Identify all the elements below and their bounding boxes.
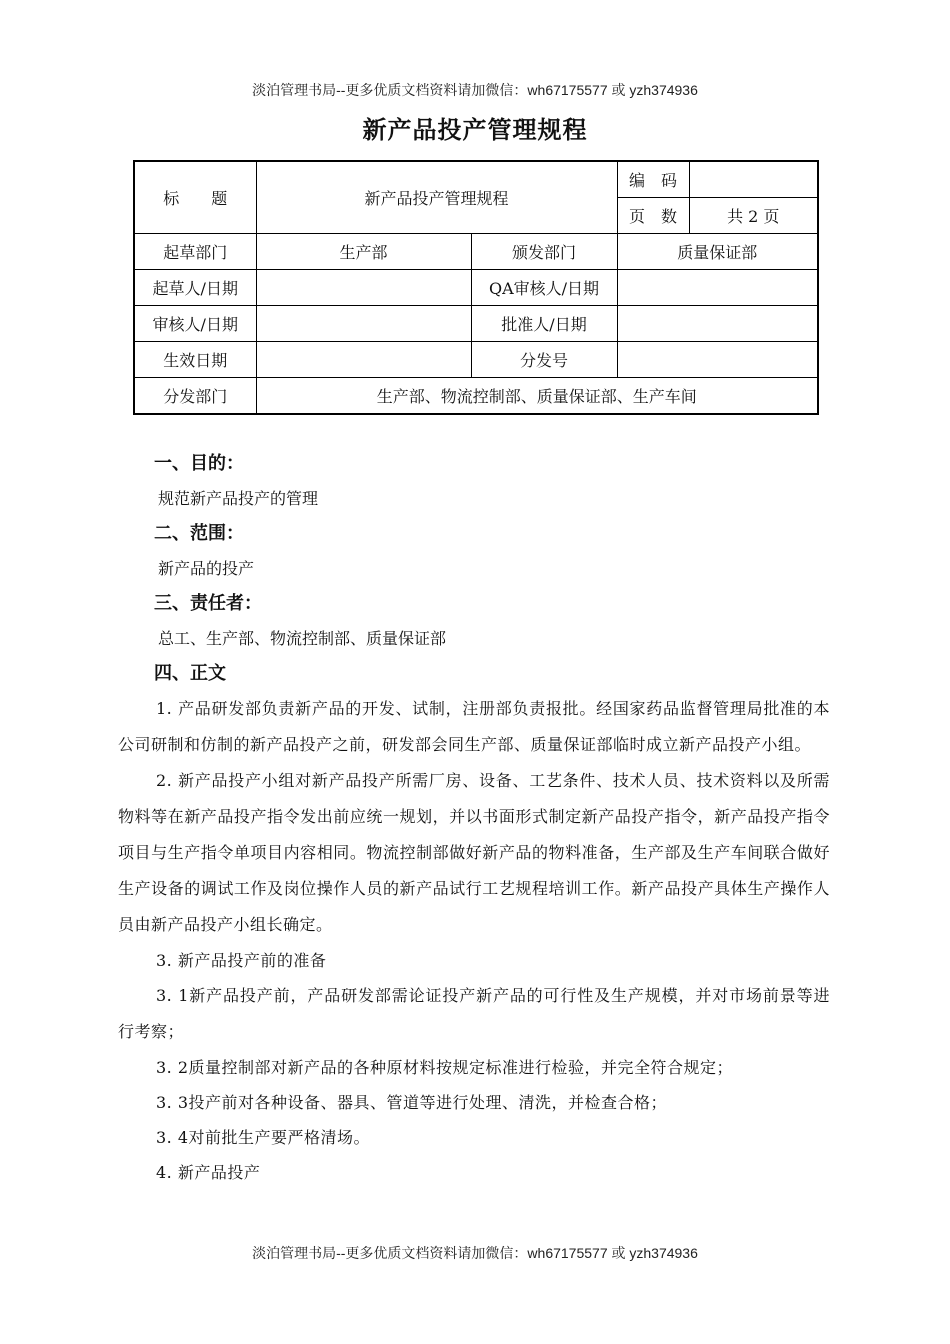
draft-dept-value: 生产部 (256, 233, 471, 269)
issue-dept-value: 质量保证部 (617, 233, 818, 269)
body-paragraph-2: 2. 新产品投产小组对新产品投产所需厂房、设备、工艺条件、技术人员、技术资料以及所需物料等在新产品投产指令发出前应统一规划，并以书面形式制定新产品投产指令，新产品投产指令项目与生产指令单项目内容相同。物流控制部做好新产品的物料准备，生产部及生产车间联合做好生产设备的调试工作及岗位操作人员的新产品试行工艺规程培训工作。新产品投产具体生产操作人员由新产品投产小组长确定。 (118, 771, 830, 934)
body-paragraph-1: 1. 产品研发部负责新产品的开发、试制，注册部负责报批。经国家药品监督管理局批准的本公司研制和仿制的新产品投产之前，研发部会同生产部、质量保证部临时成立新产品投产小组。 (118, 699, 830, 754)
document-body (118, 446, 830, 1190)
body-item-3: 3. 新产品投产前的准备 (156, 951, 327, 970)
title-label: 标 题 (134, 161, 256, 233)
section-responsible-text: 总工、生产部、物流控制部、质量保证部 (158, 629, 447, 648)
section-purpose-heading: 一、目的： (154, 453, 244, 474)
code-label: 编 码 (617, 161, 689, 197)
pages-label: 页 数 (617, 197, 689, 233)
title-value: 新产品投产管理规程 (256, 161, 617, 233)
body-item-3-2: 3. 2质量控制部对新产品的各种原材料按规定标准进行检验，并完全符合规定； (156, 1058, 734, 1077)
document-title: 新产品投产管理规程 (362, 116, 588, 144)
page-footer: 淡泊管理书局--更多优质文档资料请加微信：wh67175577 或 yzh374936 (252, 1245, 698, 1261)
reviewer-label: 审核人/日期 (134, 306, 256, 342)
reviewer-value (256, 306, 471, 342)
code-value (689, 161, 818, 197)
approver-value (617, 306, 818, 342)
section-scope-heading: 二、范围： (154, 523, 244, 544)
pages-value: 共 2 页 (689, 197, 818, 233)
drafter-value (256, 269, 471, 305)
section-responsible-heading: 三、责任者： (154, 593, 262, 614)
body-item-3-1: 3. 1新产品投产前，产品研发部需论证投产新产品的可行性及生产规模，并对市场前景等进行考察； (118, 986, 830, 1041)
effective-date-value (256, 342, 471, 378)
section-body-heading: 四、正文 (154, 663, 226, 684)
section-scope-text: 新产品的投产 (158, 559, 255, 578)
effective-date-label: 生效日期 (134, 342, 256, 378)
issue-dept-label: 颁发部门 (471, 233, 617, 269)
body-item-3-3: 3. 3投产前对各种设备、器具、管道等进行处理、清洗，并检查合格； (156, 1093, 668, 1112)
draft-dept-label: 起草部门 (134, 233, 256, 269)
dist-dept-label: 分发部门 (134, 378, 256, 414)
dist-dept-value: 生产部、物流控制部、质量保证部、生产车间 (256, 378, 818, 414)
qa-reviewer-label: QA审核人/日期 (471, 269, 617, 305)
qa-reviewer-value (617, 269, 818, 305)
dist-no-value (617, 342, 818, 378)
document-info-table (133, 160, 819, 415)
approver-label: 批准人/日期 (471, 306, 617, 342)
body-item-3-4: 3. 4对前批生产要严格清场。 (156, 1128, 371, 1147)
section-purpose-text: 规范新产品投产的管理 (158, 489, 319, 508)
drafter-label: 起草人/日期 (134, 269, 256, 305)
body-item-4: 4. 新产品投产 (156, 1163, 261, 1182)
dist-no-label: 分发号 (471, 342, 617, 378)
page-header: 淡泊管理书局--更多优质文档资料请加微信：wh67175577 或 yzh374936 (252, 82, 698, 98)
